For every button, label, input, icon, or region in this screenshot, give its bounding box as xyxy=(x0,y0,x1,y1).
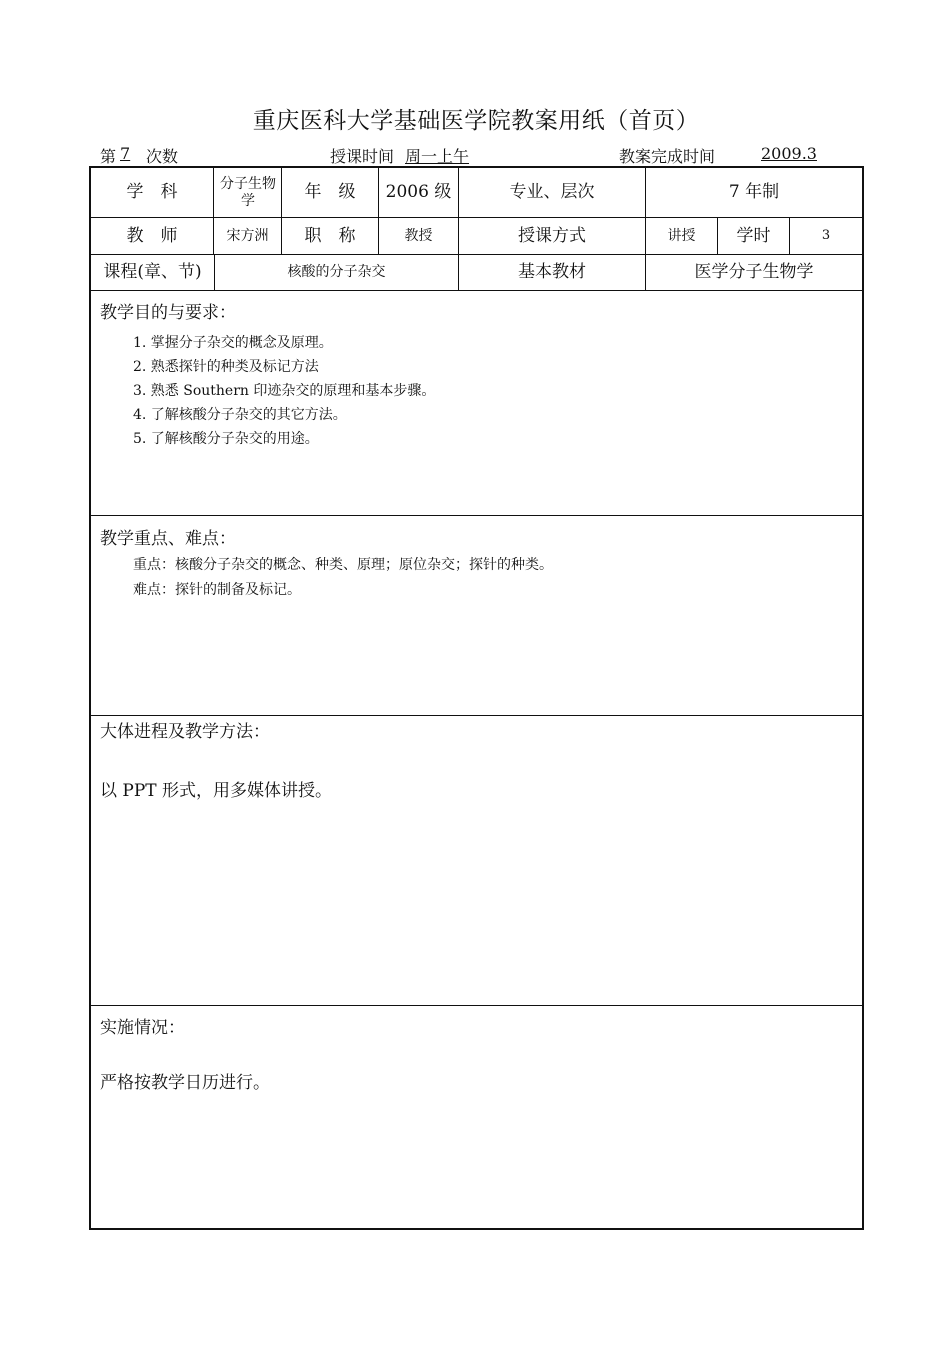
keypoints-title: 教学重点、难点： xyxy=(100,529,236,549)
session-prefix: 第 xyxy=(100,147,117,166)
page-title: 重庆医科大学基础医学院教案用纸（首页） xyxy=(252,108,700,134)
grade-value: 2006 级 xyxy=(385,182,452,203)
class-time-label: 授课时间 xyxy=(330,147,395,166)
textbook-label: 基本教材 xyxy=(518,262,586,283)
objectives-title: 教学目的与要求： xyxy=(100,303,236,323)
teacher-value: 宋方洲 xyxy=(226,227,269,244)
section-divider xyxy=(91,715,862,716)
objective-item: 2. 熟悉探针的种类及标记方法 xyxy=(133,359,319,375)
row-divider xyxy=(91,290,862,291)
grade-label: 年 级 xyxy=(304,182,356,203)
header-meta-line xyxy=(100,144,864,166)
major-label: 专业、层次 xyxy=(509,182,595,203)
keypoint-item: 难点：探针的制备及标记。 xyxy=(133,582,301,598)
completion-value: 2009.3 xyxy=(761,144,817,163)
process-text: 以 PPT 形式，用多媒体讲授。 xyxy=(100,781,333,801)
section-divider xyxy=(91,515,862,516)
textbook-value: 医学分子生物学 xyxy=(694,262,814,283)
rank-value: 教授 xyxy=(404,227,433,244)
course-value: 核酸的分子杂交 xyxy=(287,264,386,281)
session-suffix: 次数 xyxy=(146,147,179,166)
implementation-text: 严格按教学日历进行。 xyxy=(100,1073,270,1093)
class-time-value: 周一上午 xyxy=(405,147,470,166)
process-title: 大体进程及教学方法： xyxy=(100,722,270,742)
objective-item: 4. 了解核酸分子杂交的其它方法。 xyxy=(133,407,347,423)
objective-item: 1. 掌握分子杂交的概念及原理。 xyxy=(133,335,333,351)
session-number: 7 xyxy=(120,144,131,163)
keypoint-item: 重点：核酸分子杂交的概念、种类、原理；原位杂交；探针的种类。 xyxy=(133,557,553,573)
hours-label: 学时 xyxy=(736,225,771,246)
section-divider xyxy=(91,1005,862,1006)
rank-label: 职 称 xyxy=(304,225,356,246)
objective-item: 5. 了解核酸分子杂交的用途。 xyxy=(133,431,319,447)
subject-label: 学 科 xyxy=(126,182,178,203)
teacher-label: 教 师 xyxy=(126,225,178,246)
completion-label: 教案完成时间 xyxy=(619,147,716,166)
course-label: 课程(章、节) xyxy=(103,262,202,283)
objective-item: 3. 熟悉 Southern 印迹杂交的原理和基本步骤。 xyxy=(133,383,436,399)
major-value: 7 年制 xyxy=(728,182,780,203)
lesson-plan-table xyxy=(89,166,864,1230)
subject-value: 分子生物学 xyxy=(220,175,276,209)
method-value: 讲授 xyxy=(667,227,696,244)
method-label: 授课方式 xyxy=(518,225,586,246)
hours-value: 3 xyxy=(821,228,831,244)
implementation-title: 实施情况： xyxy=(100,1018,185,1038)
